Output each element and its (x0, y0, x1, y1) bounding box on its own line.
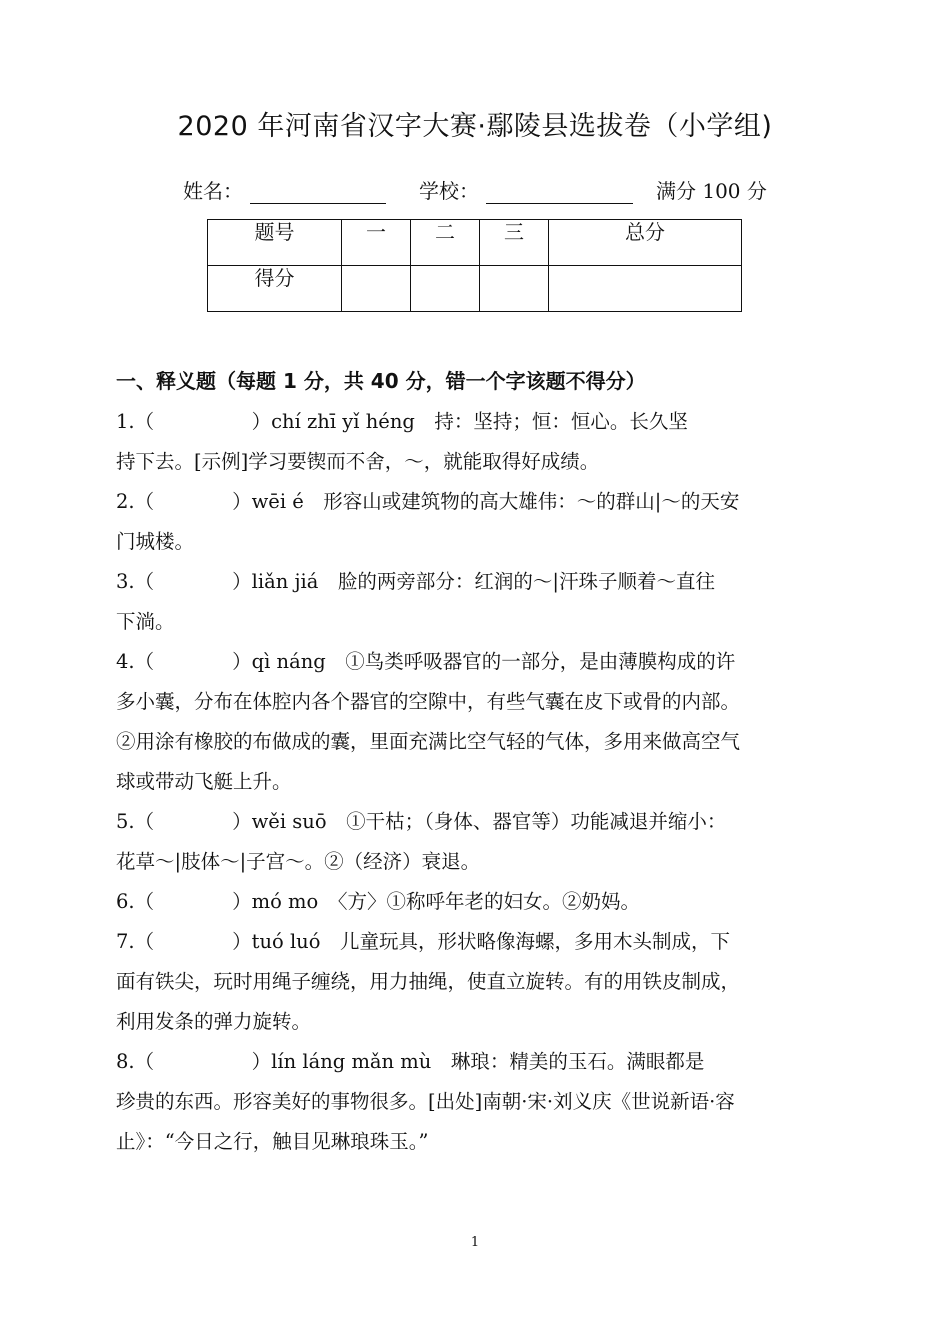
question-line: 7.（ ）tuó luó 儿童玩具，形状略像海螺，多用木头制成，下 (116, 930, 730, 953)
name-field[interactable] (250, 203, 386, 204)
question-item (116, 882, 840, 922)
page-number: 1 (470, 1235, 480, 1250)
school-label: 学校： (419, 179, 479, 203)
score-cell[interactable] (549, 266, 742, 312)
question-line: 6.（ ）mó mo 〈方〉①称呼年老的妇女。②奶妈。 (116, 890, 641, 913)
question-line: 下淌。 (116, 610, 175, 633)
question-line: 1.（ ）chí zhī yǐ héng 持：坚持；恒：恒心。长久坚 (116, 410, 688, 433)
question-line: 面有铁尖，玩时用绳子缠绕，用力抽绳，使直立旋转。有的用铁皮制成， (116, 970, 741, 993)
score-cell[interactable] (342, 266, 411, 312)
question-line: 4.（ ）qì náng ①鸟类呼吸器官的一部分，是由薄膜构成的许 (116, 650, 736, 673)
page-title: 2020 年河南省汉字大赛·鄢陵县选拔卷（小学组) (177, 111, 773, 142)
question-line: 利用发条的弹力旋转。 (116, 1010, 312, 1033)
question-line: 3.（ ）liǎn jiá 脸的两旁部分：红润的～|汗珠子顺着～直往 (116, 570, 715, 593)
header-cell: 总分 (549, 220, 742, 266)
question-line: 8.（ ）lín láng mǎn mù 琳琅：精美的玉石。满眼都是 (116, 1050, 705, 1073)
header-cell: 题号 (208, 220, 342, 266)
score-table-score-row (208, 266, 742, 312)
name-label: 姓名： (183, 179, 243, 203)
question-line: 门城楼。 (116, 530, 195, 553)
question-line: ②用涂有橡胶的布做成的囊，里面充满比空气轻的气体，多用来做高空气 (116, 730, 741, 753)
question-line: 花草～|肢体～|子宫～。②（经济）衰退。 (116, 850, 481, 873)
full-score-label: 满分 100 分 (656, 179, 767, 203)
question-item (116, 402, 840, 482)
score-table (207, 219, 742, 312)
section-heading: 一、释义题（每题 1 分，共 40 分，错一个字该题不得分） (116, 369, 646, 393)
question-line: 2.（ ）wēi é 形容山或建筑物的高大雄伟：～的群山|～的天安 (116, 490, 740, 513)
question-item (116, 1042, 840, 1162)
header-cell: 二 (411, 220, 480, 266)
question-item (116, 922, 840, 1042)
question-item (116, 802, 840, 882)
question-line: 多小囊，分布在体腔内各个器官的空隙中，有些气囊在皮下或骨的内部。 (116, 690, 741, 713)
row-label-cell: 得分 (208, 266, 342, 312)
question-item (116, 482, 840, 562)
question-line: 止》：“今日之行，触目见琳琅珠玉。” (116, 1130, 429, 1153)
question-item (116, 642, 840, 802)
header-cell: 一 (342, 220, 411, 266)
question-line: 5.（ ）wěi suō ①干枯；（身体、器官等）功能减退并缩小： (116, 810, 727, 833)
school-field[interactable] (486, 203, 633, 204)
header-cell: 三 (480, 220, 549, 266)
question-line: 持下去。[示例]学习要锲而不舍，～，就能取得好成绩。 (116, 450, 600, 473)
question-line: 珍贵的东西。形容美好的事物很多。[出处]南朝·宋·刘义庆《世说新语·容 (116, 1090, 735, 1113)
question-item (116, 562, 840, 642)
score-table-header-row (208, 220, 742, 266)
score-cell[interactable] (411, 266, 480, 312)
score-cell[interactable] (480, 266, 549, 312)
question-line: 球或带动飞艇上升。 (116, 770, 292, 793)
